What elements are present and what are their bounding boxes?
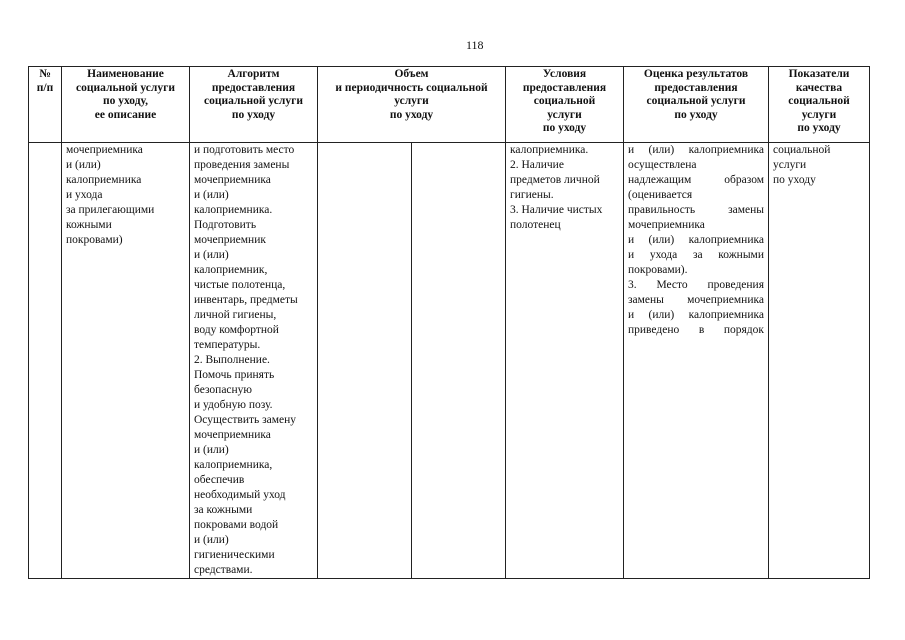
cell-line: Условия xyxy=(542,68,587,80)
header-algorithm xyxy=(190,67,318,143)
cell-line: по уходу, xyxy=(102,95,149,107)
cell-line: качества xyxy=(795,81,843,94)
cell-volume-a xyxy=(318,143,412,579)
cell-line: за прилегающими xyxy=(66,204,155,216)
cell-line: Показатели xyxy=(788,68,850,80)
cell-line: социальной услуги xyxy=(76,81,175,94)
cell-line: и ухода xyxy=(66,189,103,201)
cell-line: 2. Наличие xyxy=(510,159,564,171)
cell-line: воду комфортной xyxy=(194,324,279,336)
header-number xyxy=(29,67,62,143)
cell-line: (оценивается xyxy=(628,189,693,201)
cell-line: калоприемника. xyxy=(510,144,589,156)
header-volume xyxy=(318,67,506,143)
cell-line: предоставления xyxy=(211,81,296,94)
cell-quality xyxy=(769,143,870,579)
cell-line: гигиены. xyxy=(510,189,554,201)
cell-line: услуги xyxy=(547,108,582,121)
cell-line: предметов личной xyxy=(510,174,600,186)
cell-line: мочеприемника xyxy=(66,144,143,156)
cell-line: и (или) xyxy=(194,444,229,456)
cell-line: покровами). xyxy=(628,264,688,276)
page-number: 118 xyxy=(466,38,484,52)
cell-line: социальной услуги xyxy=(646,95,746,107)
cell-line: кожными xyxy=(66,219,112,231)
cell-line: Осуществить замену xyxy=(194,414,297,426)
cell-line: калоприемника xyxy=(66,174,142,186)
cell-line: и удобную позу. xyxy=(194,399,273,411)
cell-line: № xyxy=(39,68,51,80)
cell-line: услуги xyxy=(394,95,429,107)
cell-line: температуры. xyxy=(194,339,261,351)
cell-line: надлежащим образом xyxy=(628,174,764,186)
cell-line: и (или) калоприемника xyxy=(628,309,764,321)
table-row xyxy=(29,143,870,579)
cell-line: 2. Выполнение. xyxy=(194,354,270,366)
cell-line: безопасную xyxy=(194,384,253,396)
cell-line: предоставления xyxy=(522,81,607,94)
cell-line: и (или) xyxy=(194,534,229,546)
cell-line: мочеприемника xyxy=(628,219,705,231)
cell-volume-b xyxy=(412,143,506,579)
cell-line: проведения замены xyxy=(194,159,290,171)
header-service-name xyxy=(62,67,190,143)
cell-line: по уходу xyxy=(797,122,841,134)
cell-line: приведено в порядок xyxy=(628,324,764,336)
cell-line: Помочь принять xyxy=(194,369,275,381)
cell-line: социальной xyxy=(533,95,596,107)
cell-line: 3. Место проведения xyxy=(628,279,764,291)
cell-line: инвентарь, предметы xyxy=(194,294,298,306)
cell-line: Объем xyxy=(394,68,429,80)
cell-line: и (или) калоприемника xyxy=(628,234,764,246)
cell-line: покровами) xyxy=(66,234,123,246)
cell-line: калоприемник, xyxy=(194,264,268,276)
cell-line: осуществлена xyxy=(628,159,697,171)
cell-line: Наименование xyxy=(87,68,164,80)
cell-line: по уходу xyxy=(773,174,816,186)
cell-line: по уходу xyxy=(389,108,434,121)
cell-line: и (или) xyxy=(194,249,229,261)
cell-line: социальной xyxy=(788,95,850,107)
cell-line: калоприемника, xyxy=(194,459,273,471)
cell-line: и (или) xyxy=(66,159,101,171)
cell-line: услуги xyxy=(773,159,807,171)
cell-line: чистые полотенца, xyxy=(194,279,286,291)
cell-line: ее описание xyxy=(94,108,157,121)
cell-line: обеспечив xyxy=(194,474,245,486)
cell-line: предоставления xyxy=(654,81,738,94)
cell-line: и периодичность социальной xyxy=(335,81,488,94)
header-evaluation xyxy=(624,67,769,143)
cell-algorithm xyxy=(190,143,318,579)
cell-line: полотенец xyxy=(510,219,561,231)
cell-line: мочеприемник xyxy=(194,234,266,246)
cell-line: 3. Наличие чистых xyxy=(510,204,603,216)
cell-line: калоприемника. xyxy=(194,204,273,216)
services-table xyxy=(28,66,870,579)
cell-line: за кожными xyxy=(194,504,253,516)
cell-line: социальной xyxy=(773,144,831,156)
header-quality xyxy=(769,67,870,143)
cell-line: п/п xyxy=(36,81,54,94)
cell-number xyxy=(29,143,62,579)
cell-line: личной гигиены, xyxy=(194,309,277,321)
cell-line: гигиеническими xyxy=(194,549,275,561)
cell-line: средствами. xyxy=(194,564,253,576)
cell-line: по уходу xyxy=(231,108,276,121)
header-row xyxy=(29,67,870,143)
cell-line: Оценка результатов xyxy=(643,68,749,80)
cell-line: по уходу xyxy=(674,108,718,121)
cell-conditions xyxy=(506,143,624,579)
cell-line: Алгоритм xyxy=(227,68,280,80)
cell-line: мочеприемника xyxy=(194,174,271,186)
cell-line: и ухода за кожными xyxy=(628,249,764,261)
cell-line: мочеприемника xyxy=(194,429,271,441)
cell-line: и (или) xyxy=(194,189,229,201)
cell-evaluation xyxy=(624,143,769,579)
cell-line: услуги xyxy=(801,108,837,121)
cell-line: социальной услуги xyxy=(204,95,303,107)
cell-line: необходимый уход xyxy=(194,489,286,501)
cell-line: и (или) калоприемника xyxy=(628,144,764,156)
cell-line: Подготовить xyxy=(194,219,257,231)
cell-line: по уходу xyxy=(542,122,587,134)
cell-service-name xyxy=(62,143,190,579)
cell-line: и подготовить место xyxy=(194,144,295,156)
header-conditions xyxy=(506,67,624,143)
cell-line: правильность замены xyxy=(628,204,764,216)
cell-line: замены мочеприемника xyxy=(628,294,764,306)
cell-line: покровами водой xyxy=(194,519,279,531)
